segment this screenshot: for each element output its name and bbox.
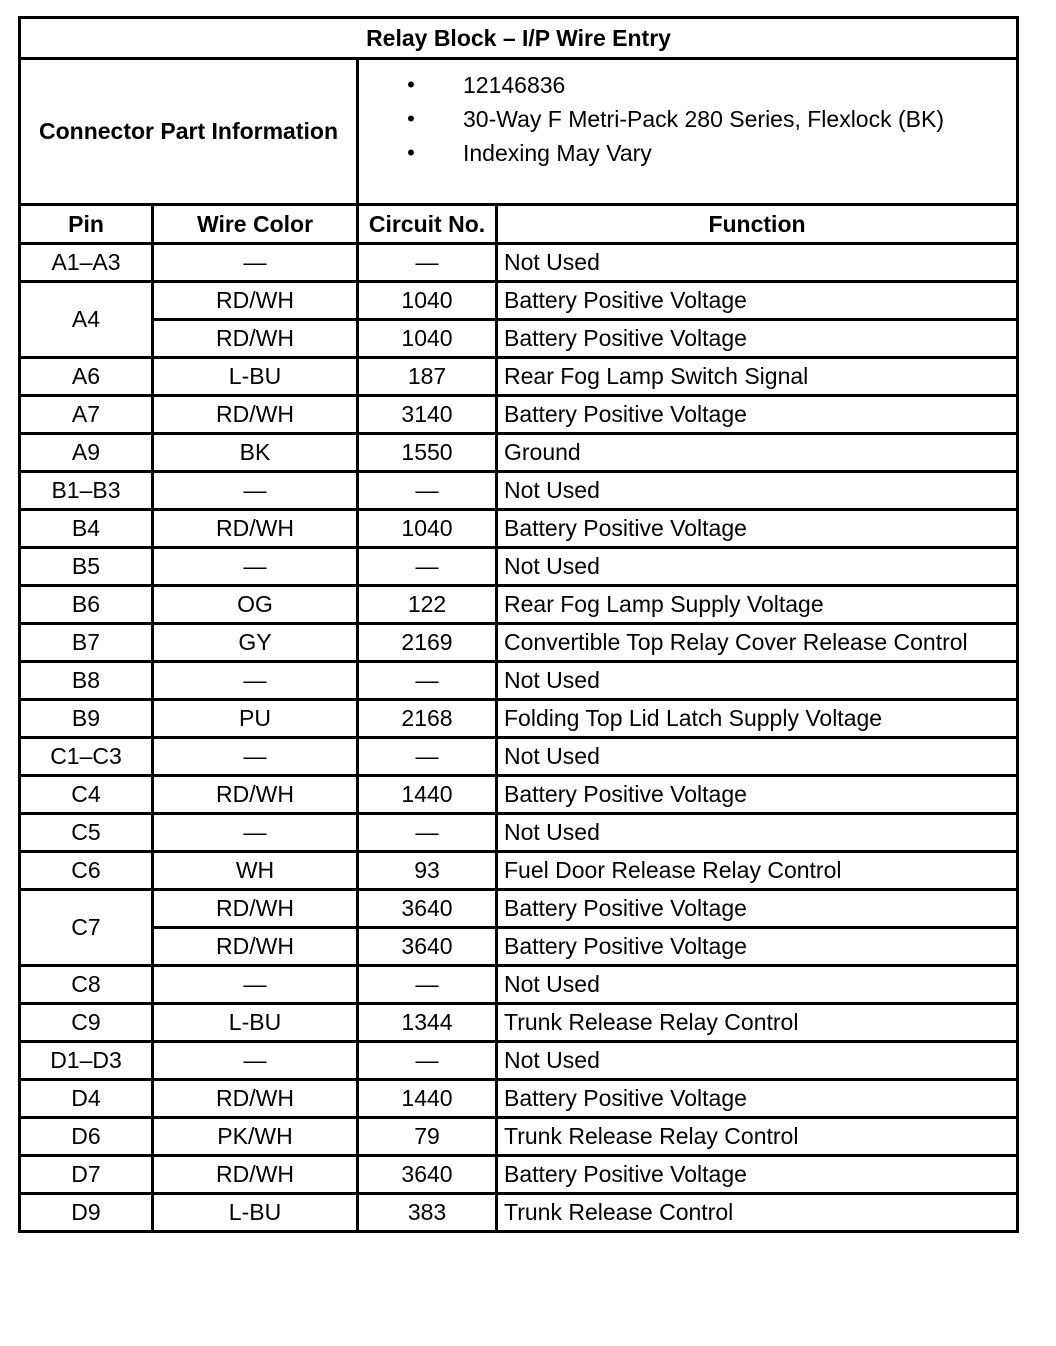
connector-type: 30-Way F Metri-Pack 280 Series, Flexlock (BK) <box>463 106 944 132</box>
wire-color-cell: — <box>153 548 358 586</box>
pin-cell: B9 <box>20 700 153 738</box>
function-cell: Not Used <box>497 738 1018 776</box>
bullet-icon: • <box>407 72 415 97</box>
circuit-number-cell: — <box>358 966 497 1004</box>
pin-cell: B6 <box>20 586 153 624</box>
table-row <box>20 548 1018 586</box>
column-header-pin: Pin <box>20 205 153 244</box>
function-cell: Battery Positive Voltage <box>497 282 1018 320</box>
wire-color-cell: — <box>153 738 358 776</box>
table-row <box>20 586 1018 624</box>
function-cell: Trunk Release Control <box>497 1194 1018 1232</box>
pin-cell: B1–B3 <box>20 472 153 510</box>
table-row <box>20 510 1018 548</box>
connector-info-item <box>359 102 1016 136</box>
circuit-number-cell: 2169 <box>358 624 497 662</box>
table-row <box>20 624 1018 662</box>
wire-color-cell: L-BU <box>153 1004 358 1042</box>
wire-color-cell: — <box>153 244 358 282</box>
pin-cell: C4 <box>20 776 153 814</box>
circuit-number-cell: — <box>358 472 497 510</box>
circuit-number-cell: 3140 <box>358 396 497 434</box>
pin-cell: A9 <box>20 434 153 472</box>
function-cell: Trunk Release Relay Control <box>497 1004 1018 1042</box>
circuit-number-cell: 1550 <box>358 434 497 472</box>
table-title: Relay Block – I/P Wire Entry <box>20 18 1018 59</box>
bullet-icon: • <box>407 140 415 165</box>
function-cell: Battery Positive Voltage <box>497 890 1018 928</box>
circuit-number-cell: 79 <box>358 1118 497 1156</box>
circuit-number-cell: 1040 <box>358 282 497 320</box>
function-cell: Not Used <box>497 662 1018 700</box>
table-row <box>20 1118 1018 1156</box>
circuit-number-cell: 1440 <box>358 1080 497 1118</box>
function-cell: Rear Fog Lamp Switch Signal <box>497 358 1018 396</box>
function-cell: Not Used <box>497 244 1018 282</box>
pin-cell: A6 <box>20 358 153 396</box>
column-header-circuit-no: Circuit No. <box>358 205 497 244</box>
pin-cell: B5 <box>20 548 153 586</box>
circuit-number-cell: 93 <box>358 852 497 890</box>
column-header-function: Function <box>497 205 1018 244</box>
table-row <box>20 320 1018 358</box>
function-cell: Battery Positive Voltage <box>497 1080 1018 1118</box>
wire-color-cell: BK <box>153 434 358 472</box>
function-cell: Battery Positive Voltage <box>497 928 1018 966</box>
circuit-number-cell: — <box>358 1042 497 1080</box>
pin-cell: D7 <box>20 1156 153 1194</box>
wire-color-cell: — <box>153 662 358 700</box>
pin-cell: C6 <box>20 852 153 890</box>
pin-cell: B4 <box>20 510 153 548</box>
wire-color-cell: RD/WH <box>153 890 358 928</box>
wire-color-cell: GY <box>153 624 358 662</box>
table-row <box>20 966 1018 1004</box>
circuit-number-cell: — <box>358 548 497 586</box>
table-row <box>20 434 1018 472</box>
wire-color-cell: RD/WH <box>153 1080 358 1118</box>
pin-cell: C8 <box>20 966 153 1004</box>
wire-color-cell: RD/WH <box>153 510 358 548</box>
pin-cell: B8 <box>20 662 153 700</box>
function-cell: Battery Positive Voltage <box>497 396 1018 434</box>
pin-cell: C9 <box>20 1004 153 1042</box>
table-row <box>20 890 1018 928</box>
circuit-number-cell: — <box>358 738 497 776</box>
circuit-number-cell: 3640 <box>358 1156 497 1194</box>
wire-color-cell: — <box>153 472 358 510</box>
part-number: 12146836 <box>463 72 566 98</box>
circuit-number-cell: 1040 <box>358 320 497 358</box>
wire-color-cell: — <box>153 966 358 1004</box>
circuit-number-cell: 3640 <box>358 928 497 966</box>
function-cell: Rear Fog Lamp Supply Voltage <box>497 586 1018 624</box>
column-header-wire-color: Wire Color <box>153 205 358 244</box>
circuit-number-cell: — <box>358 662 497 700</box>
wire-color-cell: — <box>153 814 358 852</box>
pin-cell: B7 <box>20 624 153 662</box>
circuit-number-cell: 3640 <box>358 890 497 928</box>
wire-color-cell: — <box>153 1042 358 1080</box>
circuit-number-cell: 1344 <box>358 1004 497 1042</box>
table-row <box>20 1156 1018 1194</box>
function-cell: Not Used <box>497 814 1018 852</box>
pin-cell: C1–C3 <box>20 738 153 776</box>
function-cell: Not Used <box>497 1042 1018 1080</box>
table-row <box>20 928 1018 966</box>
circuit-number-cell: 122 <box>358 586 497 624</box>
pin-cell: A7 <box>20 396 153 434</box>
table-row <box>20 776 1018 814</box>
pin-cell: C5 <box>20 814 153 852</box>
circuit-number-cell: 383 <box>358 1194 497 1232</box>
circuit-number-cell: — <box>358 814 497 852</box>
wire-color-cell: RD/WH <box>153 776 358 814</box>
pin-cell: A4 <box>20 282 153 358</box>
table-row <box>20 1080 1018 1118</box>
function-cell: Convertible Top Relay Cover Release Control <box>497 624 1018 662</box>
function-cell: Folding Top Lid Latch Supply Voltage <box>497 700 1018 738</box>
table-row <box>20 814 1018 852</box>
column-header-row <box>20 205 1018 244</box>
table-row <box>20 396 1018 434</box>
connector-info-row <box>20 59 1018 205</box>
wire-color-cell: RD/WH <box>153 282 358 320</box>
table-row <box>20 358 1018 396</box>
wire-color-cell: RD/WH <box>153 320 358 358</box>
function-cell: Not Used <box>497 472 1018 510</box>
pin-cell: D6 <box>20 1118 153 1156</box>
table-row <box>20 1042 1018 1080</box>
pin-cell: C7 <box>20 890 153 966</box>
circuit-number-cell: — <box>358 244 497 282</box>
function-cell: Not Used <box>497 548 1018 586</box>
wire-color-cell: PU <box>153 700 358 738</box>
wire-color-cell: RD/WH <box>153 396 358 434</box>
wire-color-cell: RD/WH <box>153 1156 358 1194</box>
table-row <box>20 662 1018 700</box>
pin-cell: D4 <box>20 1080 153 1118</box>
wire-color-cell: RD/WH <box>153 928 358 966</box>
table-row <box>20 700 1018 738</box>
function-cell: Battery Positive Voltage <box>497 510 1018 548</box>
connector-info-list <box>358 59 1018 205</box>
table-row <box>20 244 1018 282</box>
table-row <box>20 852 1018 890</box>
function-cell: Trunk Release Relay Control <box>497 1118 1018 1156</box>
pinout-table <box>18 16 1019 1233</box>
connector-info-item <box>359 136 1016 170</box>
wire-color-cell: L-BU <box>153 358 358 396</box>
pin-cell: D9 <box>20 1194 153 1232</box>
function-cell: Battery Positive Voltage <box>497 776 1018 814</box>
pin-cell: A1–A3 <box>20 244 153 282</box>
circuit-number-cell: 187 <box>358 358 497 396</box>
connector-info-label: Connector Part Information <box>20 59 358 205</box>
wire-color-cell: L-BU <box>153 1194 358 1232</box>
function-cell: Not Used <box>497 966 1018 1004</box>
table-row <box>20 1194 1018 1232</box>
circuit-number-cell: 1040 <box>358 510 497 548</box>
table-row <box>20 282 1018 320</box>
table-row <box>20 1004 1018 1042</box>
table-row <box>20 738 1018 776</box>
circuit-number-cell: 1440 <box>358 776 497 814</box>
title-row <box>20 18 1018 59</box>
pin-cell: D1–D3 <box>20 1042 153 1080</box>
function-cell: Ground <box>497 434 1018 472</box>
circuit-number-cell: 2168 <box>358 700 497 738</box>
indexing-note: Indexing May Vary <box>463 140 652 166</box>
wire-color-cell: PK/WH <box>153 1118 358 1156</box>
function-cell: Battery Positive Voltage <box>497 320 1018 358</box>
wire-color-cell: OG <box>153 586 358 624</box>
bullet-icon: • <box>407 106 415 131</box>
connector-info-item <box>359 68 1016 102</box>
table-row <box>20 472 1018 510</box>
wire-color-cell: WH <box>153 852 358 890</box>
function-cell: Battery Positive Voltage <box>497 1156 1018 1194</box>
function-cell: Fuel Door Release Relay Control <box>497 852 1018 890</box>
